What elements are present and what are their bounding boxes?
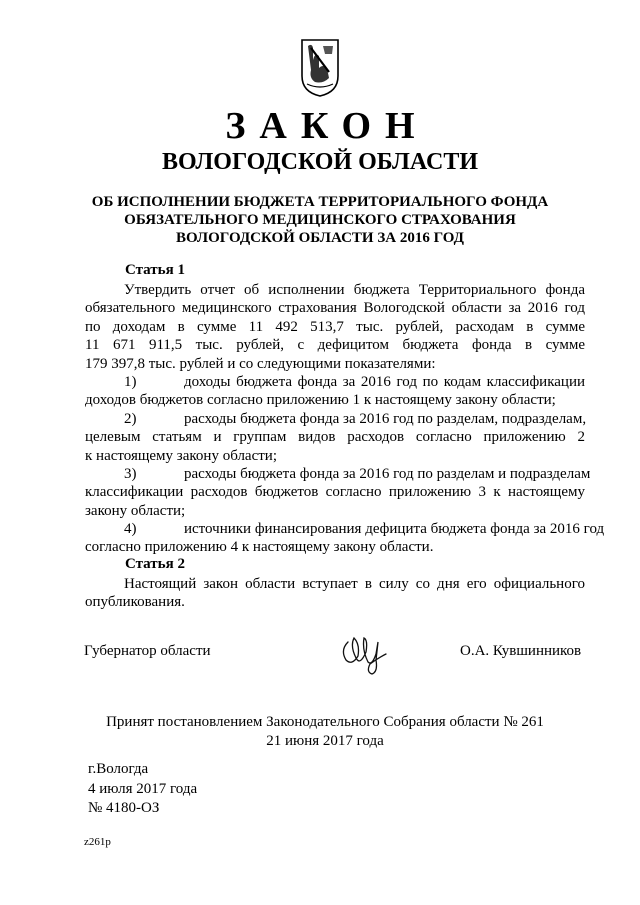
list-item-1 (85, 373, 585, 391)
adoption-note (80, 713, 570, 751)
text-line: 11 671 911,5 тыс. рублей, с дефицитом бюджета фонда в сумме (85, 337, 585, 354)
law-number: № 4180-ОЗ (88, 800, 160, 816)
text-line: к настоящему закону области; (85, 447, 277, 464)
text-line: 179 397,8 тыс. рублей и со следующими показателями: (85, 355, 436, 372)
article-2-heading: Статья 2 (125, 556, 185, 572)
adoption-date: 21 июня 2017 года (266, 733, 384, 749)
list-number: 4) (124, 521, 137, 538)
subtitle-line: ОБ ИСПОЛНЕНИИ БЮДЖЕТА ТЕРРИТОРИАЛЬНОГО ФОНДА (91, 194, 549, 210)
article-1-heading: Статья 1 (125, 262, 185, 278)
text-line: целевым статьям и группам видов расходов согласно приложению 2 (85, 429, 585, 446)
text-line: Настоящий закон области вступает в силу со дня его официального (124, 576, 585, 592)
signatory-position: Губернатор области (84, 643, 211, 659)
subtitle-line: ОБЯЗАТЕЛЬНОГО МЕДИЦИНСКОГО СТРАХОВАНИЯ (124, 212, 516, 228)
text-line: обязательного медицинского страхования Вологодской области за 2016 год (85, 300, 585, 317)
text-line: по доходам в сумме 11 492 513,7 тыс. рублей, расходам в сумме (85, 318, 585, 335)
signatory-name: О.А. Кувшинников (460, 643, 582, 659)
law-title: ЗАКОН (225, 105, 429, 147)
text-line: Утвердить отчет об исполнении бюджета Территориального фонда (124, 282, 585, 298)
list-item-4 (85, 520, 605, 538)
subtitle-line: ВОЛОГОДСКОЙ ОБЛАСТИ ЗА 2016 ГОД (176, 230, 464, 246)
list-text: расходы бюджета фонда за 2016 год по разделам и подразделам (184, 465, 591, 482)
list-item-3 (85, 465, 591, 483)
list-number: 2) (124, 410, 137, 427)
list-number: 1) (124, 373, 137, 390)
text-line: доходов бюджетов согласно приложению 1 к настоящему закону области; (85, 392, 556, 409)
list-item-2 (85, 410, 585, 428)
place-date-number (88, 760, 197, 819)
law-subtitle (90, 193, 550, 247)
region-title: ВОЛОГОДСКОЙ ОБЛАСТИ (161, 149, 479, 175)
city: г.Вологда (88, 761, 149, 777)
adoption-line: Принят постановлением Законодательного Собрания области № 261 (106, 714, 544, 730)
text-line: опубликования. (85, 594, 185, 611)
article-1-body (85, 281, 605, 557)
list-text: источники финансирования дефицита бюджета фонда за 2016 год (184, 521, 605, 538)
document-code: z261p (84, 836, 111, 848)
text-line: классификации расходов бюджетов согласно приложению 3 к настоящему (85, 484, 585, 501)
handwritten-signature (338, 628, 396, 676)
article-2-body (85, 575, 585, 612)
signing-date: 4 июля 2017 года (88, 780, 198, 797)
text-line: закону области; (85, 502, 186, 519)
list-text: расходы бюджета фонда за 2016 год по разделам, подразделам, (184, 410, 587, 427)
list-text: доходы бюджета фонда за 2016 год по кодам классификации (184, 373, 585, 390)
text-line: согласно приложению 4 к настоящему закону области. (85, 539, 434, 556)
list-number: 3) (124, 465, 137, 482)
coat-of-arms-emblem (299, 38, 341, 98)
